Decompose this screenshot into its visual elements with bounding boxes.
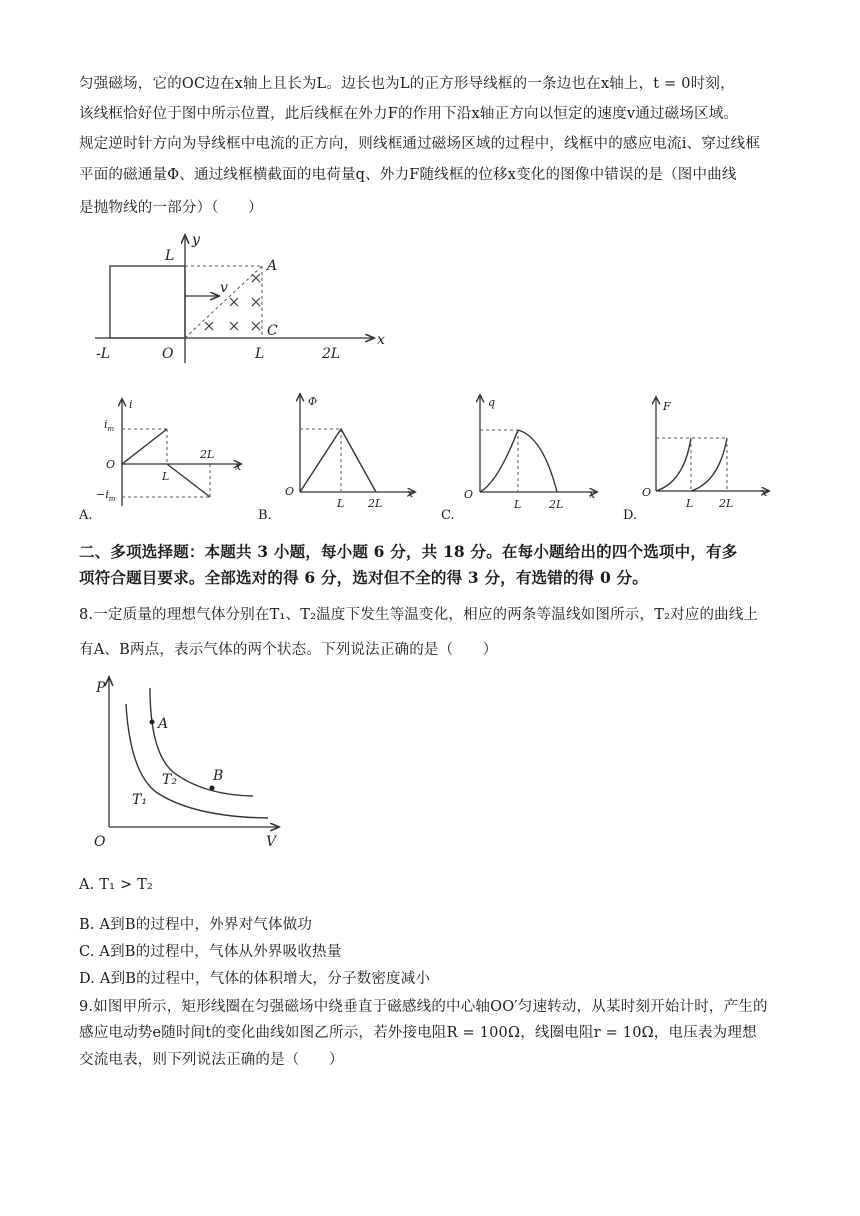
label-C: C bbox=[267, 323, 278, 339]
q9-line-2: 感应电动势e随时间t的变化曲线如图乙所示，若外接电阻R = 100Ω，线圈电阻r = 10Ω，电压表为理想 bbox=[79, 1025, 757, 1041]
point-B bbox=[210, 786, 215, 791]
q7-line-4: 平面的磁通量Φ、通过线框横截面的电荷量q、外力F随线框的位移x变化的图像中错误的是（图中曲线 bbox=[79, 167, 737, 183]
label-neg-L: -L bbox=[96, 346, 111, 362]
option-a-letter[interactable]: A. bbox=[79, 508, 93, 523]
svg-text:x: x bbox=[589, 488, 596, 501]
square-frame bbox=[110, 266, 185, 338]
svg-text:im: $i_m$ bbox=[104, 418, 115, 433]
option-c-graph bbox=[458, 392, 603, 512]
svg-text:O: O bbox=[642, 486, 652, 499]
field-crosses bbox=[205, 274, 260, 330]
q7-line-2: 该线框恰好位于图中所示位置，此后线框在外力F的作用下沿x轴正方向以恒定的速度v通过磁场区域。 bbox=[79, 106, 739, 122]
label-x: x bbox=[377, 332, 385, 348]
q8-line-2: 有A、B两点，表示气体的两个状态。下列说法正确的是（ ） bbox=[79, 642, 498, 658]
svg-text:T₁: T₁ bbox=[132, 792, 147, 808]
label-A: A bbox=[267, 258, 278, 274]
q8-line-1: 8.一定质量的理想气体分别在T₁、T₂温度下发生等温变化，相应的两条等温线如图所示，T₂对应的曲线上 bbox=[79, 607, 759, 623]
svg-text:L: L bbox=[686, 497, 694, 510]
svg-text:V: V bbox=[266, 834, 277, 850]
svg-text:F: F bbox=[663, 400, 671, 413]
label-2L: 2L bbox=[322, 346, 341, 362]
label-O: O bbox=[162, 346, 174, 362]
svg-text:O: O bbox=[94, 834, 106, 850]
option-a-graph bbox=[92, 396, 252, 511]
svg-text:O: O bbox=[285, 485, 295, 498]
svg-text:x: x bbox=[407, 487, 414, 500]
svg-text:2L: 2L bbox=[719, 497, 734, 510]
q8-choice-a[interactable]: A. T₁ > T₂ bbox=[79, 877, 154, 893]
q8-isotherm-figure bbox=[88, 672, 288, 852]
svg-text:x: x bbox=[235, 460, 242, 473]
q8-choice-c[interactable]: C. A到B的过程中，气体从外界吸收热量 bbox=[79, 944, 342, 960]
field-boundary-OA bbox=[185, 266, 262, 338]
flux-line bbox=[300, 429, 376, 492]
q7-line-5: 是抛物线的一部分）（ ） bbox=[79, 200, 263, 216]
svg-text:T₂: T₂ bbox=[162, 772, 177, 788]
point-A bbox=[150, 720, 155, 725]
option-b-letter[interactable]: B. bbox=[258, 508, 272, 523]
isotherm-T1 bbox=[126, 704, 268, 818]
svg-text:2L: 2L bbox=[549, 498, 564, 511]
section-2-heading-line-2: 项符合题目要求。全部选对的得 6 分，选对但不全的得 3 分，有选错的得 0 分。 bbox=[79, 568, 648, 587]
svg-text:O: O bbox=[464, 488, 474, 501]
svg-text:O: O bbox=[106, 458, 116, 471]
label-L-top: L bbox=[165, 248, 175, 264]
current-line-1 bbox=[122, 429, 167, 464]
label-y: y bbox=[192, 232, 200, 248]
charge-curve-2 bbox=[518, 430, 557, 492]
section-2-heading-line-1: 二、多项选择题：本题共 3 小题，每小题 6 分，共 18 分。在每小题给出的四个选项中，有多 bbox=[79, 542, 738, 561]
option-d-graph bbox=[641, 394, 776, 512]
svg-text:2L: 2L bbox=[368, 497, 383, 510]
svg-text:q: q bbox=[488, 396, 496, 409]
svg-text:x: x bbox=[761, 486, 768, 499]
force-curve-1 bbox=[656, 438, 691, 491]
charge-curve-1 bbox=[480, 430, 518, 492]
svg-text:L: L bbox=[162, 470, 170, 483]
force-curve-2 bbox=[691, 438, 727, 491]
svg-text:2L: 2L bbox=[200, 448, 215, 461]
q7-main-figure bbox=[90, 228, 400, 368]
svg-text:P: P bbox=[96, 680, 106, 696]
q7-line-1: 匀强磁场，它的OC边在x轴上且长为L。边长也为L的正方形导线框的一条边也在x轴上，t = 0时刻， bbox=[79, 76, 735, 92]
svg-text:L: L bbox=[514, 498, 522, 511]
label-v: v bbox=[220, 280, 228, 296]
q7-line-3: 规定逆时针方向为导线框中电流的正方向，则线框通过磁场区域的过程中，线框中的感应电流i、穿过线框 bbox=[79, 136, 761, 152]
q9-line-3: 交流电表，则下列说法正确的是（ ） bbox=[79, 1052, 344, 1068]
q8-choice-d[interactable]: D. A到B的过程中，气体的体积增大，分子数密度减小 bbox=[79, 971, 431, 987]
svg-text:B: B bbox=[213, 768, 224, 784]
q9-line-1: 9.如图甲所示，矩形线圈在匀强磁场中绕垂直于磁感线的中心轴OO′匀速转动，从某时刻开始计时，产生的 bbox=[79, 999, 768, 1015]
option-c-letter[interactable]: C. bbox=[441, 508, 455, 523]
svg-text:L: L bbox=[337, 497, 345, 510]
label-L: L bbox=[255, 346, 265, 362]
option-b-graph bbox=[282, 391, 422, 511]
q8-choice-b[interactable]: B. A到B的过程中，外界对气体做功 bbox=[79, 917, 313, 933]
svg-text:Φ: Φ bbox=[308, 395, 318, 408]
svg-text:A: A bbox=[158, 716, 169, 732]
svg-text:−im: $-i_m$ bbox=[96, 488, 116, 503]
current-line-2 bbox=[167, 464, 210, 497]
option-d-letter[interactable]: D. bbox=[623, 508, 638, 523]
svg-text:i: i bbox=[129, 398, 133, 411]
